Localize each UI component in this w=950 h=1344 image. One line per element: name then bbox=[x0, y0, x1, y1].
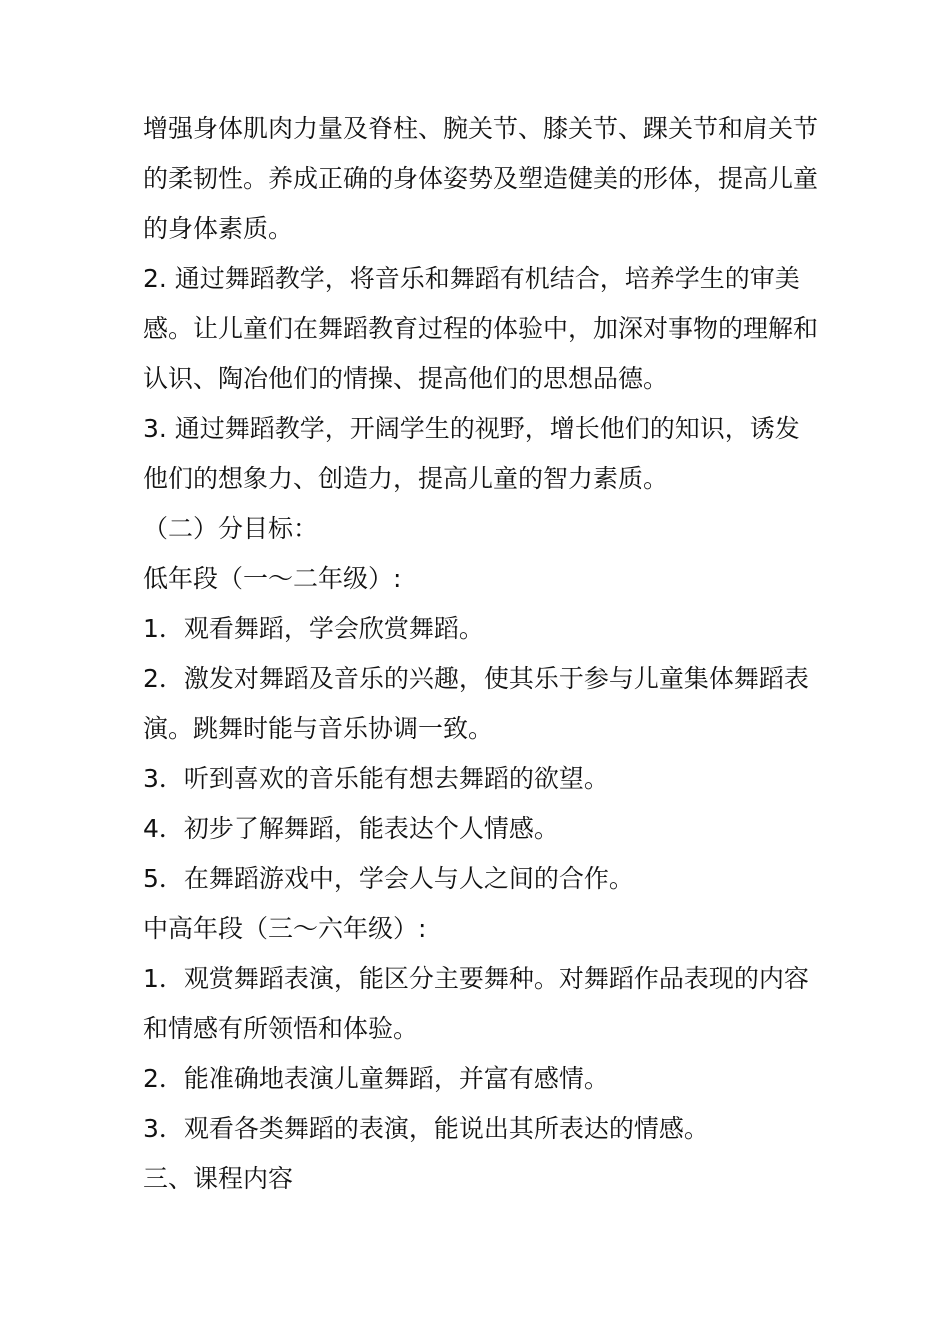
document-body bbox=[143, 104, 823, 1204]
subheading-lower-grades: 低年段（一～二年级）: bbox=[143, 564, 402, 593]
list-item: 1．观赏舞蹈表演，能区分主要舞种。对舞蹈作品表现的内容和情感有所领悟和体验。 bbox=[143, 964, 809, 1043]
paragraph-aesthetic-goal: 2. 通过舞蹈教学，将音乐和舞蹈有机结合，培养学生的审美感。让儿童们在舞蹈教育过程的体验中，加深对事物的理解和认识、陶冶他们的情操、提高他们的思想品德。 bbox=[143, 264, 819, 393]
section-heading-course-content: 三、课程内容 bbox=[143, 1164, 294, 1193]
list-item: 4．初步了解舞蹈，能表达个人情感。 bbox=[143, 814, 559, 843]
list-item: 3．听到喜欢的音乐能有想去舞蹈的欲望。 bbox=[143, 764, 609, 793]
section-heading-sub-goals: （二）分目标： bbox=[143, 514, 319, 543]
list-item: 1．观看舞蹈，学会欣赏舞蹈。 bbox=[143, 614, 484, 643]
list-item: 2．激发对舞蹈及音乐的兴趣，使其乐于参与儿童集体舞蹈表演。跳舞时能与音乐协调一致。 bbox=[143, 664, 809, 743]
paragraph-flexibility-goal: 增强身体肌肉力量及脊柱、腕关节、膝关节、踝关节和肩关节的柔韧性。养成正确的身体姿势及塑造健美的形体，提高儿童的身体素质。 bbox=[143, 114, 819, 243]
paragraph-intellect-goal: 3. 通过舞蹈教学，开阔学生的视野，增长他们的知识，诱发他们的想象力、创造力，提高儿童的智力素质。 bbox=[143, 414, 800, 493]
list-item: 2．能准确地表演儿童舞蹈，并富有感情。 bbox=[143, 1064, 609, 1093]
list-item: 5．在舞蹈游戏中，学会人与人之间的合作。 bbox=[143, 864, 634, 893]
subheading-upper-grades: 中高年段（三～六年级）: bbox=[143, 914, 427, 943]
list-item: 3．观看各类舞蹈的表演，能说出其所表达的情感。 bbox=[143, 1114, 709, 1143]
